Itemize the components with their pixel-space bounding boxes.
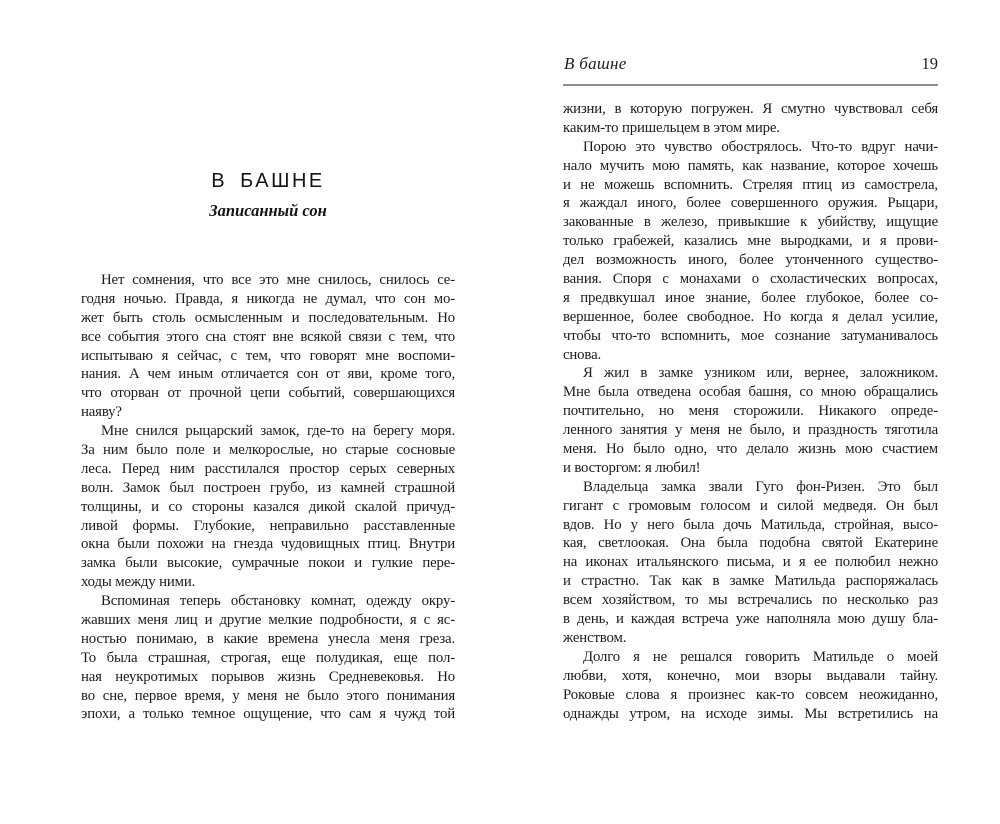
text-line: в день, и каждая встреча уже наполняла мою душу бла- (563, 611, 938, 628)
text-line: жавших меня лиц и другие мелкие подробности, я с яс- (81, 612, 455, 629)
text-line: на иконах итальянского письма, и я ее полюбил нежно (563, 554, 938, 571)
text-line: меня. Но было одно, что делало жизнь мою счастием (563, 441, 938, 458)
text-line: что оторван от прочной цепи событий, совершающихся (81, 385, 455, 402)
text-line: То была страшная, строгая, еще полудикая, еще пол- (81, 649, 455, 666)
text-line: ностью понимаю, в какие времена унесла меня греза. (81, 630, 455, 647)
left-page-body (81, 271, 455, 724)
text-line: и страстно. Так как в замке Матильда распоряжалась (563, 573, 938, 590)
text-line: я предвкушал иное знание, более глубокое, более со- (563, 289, 938, 306)
right-page-body (563, 100, 938, 723)
text-line: Порою это чувство обострялось. Что-то вдруг начи- (583, 138, 938, 155)
text-line: наяву? (81, 404, 122, 421)
text-line: во сне, первое время, у меня не было этого понимания (81, 687, 455, 704)
chapter-subtitle: Записанный сон (209, 201, 327, 220)
text-line: и восторгом: я любил! (563, 459, 701, 476)
text-line: чтобы что-то вспомнить, мое сознание затуманивалось (563, 327, 938, 344)
text-line: женством. (563, 629, 627, 646)
page-number: 19 (921, 54, 938, 73)
text-line: дел возможность иного, более утонченного существо- (563, 252, 938, 269)
text-line: жизни, в которую погружен. Я смутно чувствовал себя (563, 101, 938, 117)
text-line: любви, хотя, конечно, мои взоры выдавали тайну. (563, 667, 938, 684)
text-line: почтительно, но меня сторожили. Никакого опреде- (563, 403, 938, 420)
text-line: снова. (563, 346, 602, 363)
text-line: всем хозяйством, то мы встречались по несколько раз (563, 592, 938, 609)
text-line: вдов. Но у него была дочь Матильда, стройная, высо- (563, 516, 938, 533)
text-line: я жаждал иного, более совершенного оружия. Рыцари, (563, 195, 938, 212)
text-line: жет быть столь осмысленным и последовательным. Но (81, 309, 455, 326)
text-line: нания. А чем иным отличается сон от яви, кроме того, (81, 366, 455, 383)
text-line: ливой формы. Глубокие, неправильно расставленные (81, 517, 455, 534)
chapter-title: В БАШНЕ (211, 170, 325, 192)
text-line: Долго я не решался говорить Матильде о моей (583, 648, 938, 665)
text-line: Роковые слова я произнес как-то совсем неожиданно, (563, 686, 938, 703)
text-line: леса. Перед ним расстилался простор серых северных (81, 460, 455, 477)
text-line: вания. Споря с монахами о схоластических вопросах, (563, 271, 938, 288)
text-line: За ним было поле и мелкорослые, но старые сосновые (81, 442, 455, 459)
text-line: кая, светлоокая. Она была подобна святой Екатерине (563, 535, 938, 552)
text-line: годня ночью. Правда, я никогда не думал, что сон мо- (81, 290, 455, 307)
text-line: Владельца замка звали Гуго фон-Ризен. Это был (583, 478, 938, 495)
text-line: толщины, и со стороны казался дикой скалой причуд- (81, 498, 455, 515)
text-line: вершенное, более свободное. Но когда я делал усилие, (563, 308, 938, 325)
text-line: волн. Замок был построен грубо, из камней страшной (81, 479, 455, 496)
text-line: эпохи, а только темное ощущение, что сам я чужд той (81, 706, 455, 723)
text-line: Мне снился рыцарский замок, где-то на берегу моря. (101, 423, 455, 440)
text-line: гигант с громовым голосом и силой медведя. Он был (563, 497, 938, 514)
running-header-title: В башне (564, 54, 627, 73)
text-line: нало мучить мою память, как название, которое хочешь (563, 157, 938, 174)
text-line: Вспоминая теперь обстановку комнат, одежду окру- (101, 593, 455, 610)
left-page (81, 0, 455, 824)
text-line: и не можешь вспомнить. Стреляя птиц из самострела, (563, 176, 938, 193)
text-line: замка были высокие, сумрачные покои и гулкие пере- (81, 555, 455, 572)
text-line: Мне была отведена особая башня, со мною обращались (563, 384, 938, 401)
text-line: ходы между ними. (81, 574, 196, 591)
text-line: ная неукротимых порывов жизнь Средневековья. Но (81, 668, 455, 685)
text-line: все события этого сна стоят вне всякой связи с тем, что (81, 328, 455, 345)
header-rule (563, 84, 938, 86)
text-line: только грабежей, казались мне выродками, и я прови- (563, 233, 938, 250)
text-line: закованные в железо, привыкшие к убийству, ищущие (563, 214, 938, 231)
text-line: испытываю я сейчас, с тем, что говорят мне воспоми- (81, 347, 455, 364)
text-line: однажды утром, на исходе зимы. Мы встретились на (563, 705, 938, 722)
right-page (563, 0, 938, 824)
text-line: Нет сомнения, что все это мне снилось, снилось се- (101, 272, 455, 288)
text-line: каким-то пришельцем в этом мире. (563, 119, 780, 136)
text-line: окна были похожи на гнезда чудовищных птиц. Внутри (81, 536, 455, 553)
text-line: Я жил в замке узником или, вернее, заложником. (583, 365, 938, 382)
text-line: ленного занятия у меня не было, и праздность тяготила (563, 422, 938, 439)
